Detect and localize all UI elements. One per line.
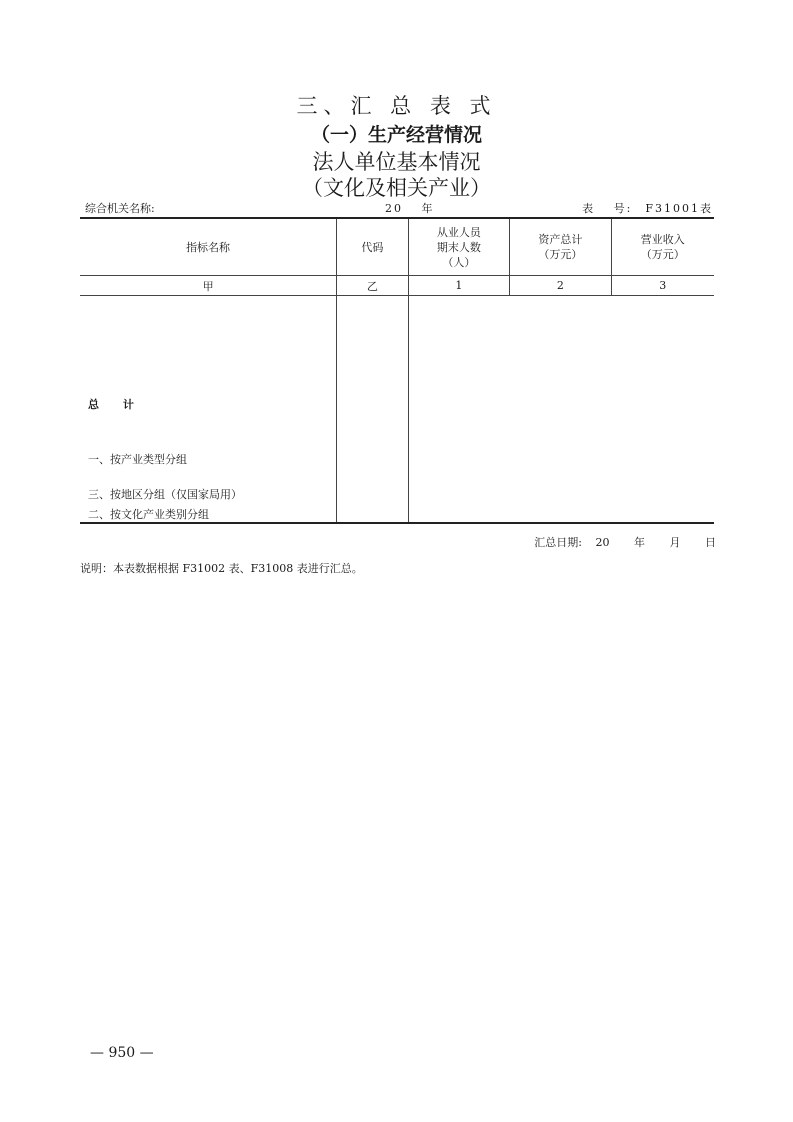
code-cell: 2 bbox=[510, 276, 611, 296]
org-label: 综合机关名称: bbox=[85, 202, 155, 215]
header-assets bbox=[510, 218, 611, 276]
header-employees-line3: （人） bbox=[442, 255, 476, 269]
header-code: 代码 bbox=[337, 218, 409, 276]
code-cell: 1 bbox=[408, 276, 509, 296]
header-revenue-line2: （万元） bbox=[640, 248, 685, 261]
report-table bbox=[80, 217, 714, 524]
row-by-region: 三、按地区分组（仅国家局用） bbox=[88, 488, 242, 501]
page-number: — 950 — bbox=[90, 1045, 154, 1061]
code-cell: 甲 bbox=[80, 276, 337, 296]
table-header-row bbox=[80, 218, 714, 276]
code-cell: 乙 bbox=[337, 276, 409, 296]
header-employees-line2: 期末人数 bbox=[436, 240, 481, 254]
table-name: 法人单位基本情况 bbox=[312, 150, 481, 174]
section-title: （一）生产经营情况 bbox=[310, 124, 482, 146]
data-area bbox=[408, 296, 714, 524]
code-column-cell bbox=[337, 296, 409, 524]
table-scope: （文化及相关产业） bbox=[302, 176, 491, 200]
row-total: 总 计 bbox=[88, 398, 144, 411]
row-by-industry-type: 一、按产业类型分组 bbox=[88, 453, 187, 466]
explanatory-note: 说明：本表数据根据 F31002 表、F31008 表进行汇总。 bbox=[80, 562, 363, 575]
column-code-row bbox=[80, 276, 714, 296]
header-employees-line1: 从业人员 bbox=[436, 225, 481, 239]
row-by-culture-category: 二、按文化产业类别分组 bbox=[88, 508, 209, 521]
header-assets-line1: 资产总计 bbox=[538, 233, 583, 246]
year-label: 20 年 bbox=[385, 202, 435, 215]
header-assets-line2: （万元） bbox=[538, 248, 583, 261]
meta-row bbox=[85, 200, 713, 216]
header-revenue bbox=[611, 218, 714, 276]
header-revenue-line1: 营业收入 bbox=[640, 233, 685, 246]
summary-date: 汇总日期: 20 年 月 日 bbox=[534, 536, 716, 549]
header-employees bbox=[408, 218, 509, 276]
document-title: 三、汇 总 表 式 bbox=[296, 94, 497, 118]
header-indicator-name: 指标名称 bbox=[80, 218, 337, 276]
form-number: 表 号: F31001表 bbox=[582, 202, 713, 215]
code-cell: 3 bbox=[611, 276, 714, 296]
